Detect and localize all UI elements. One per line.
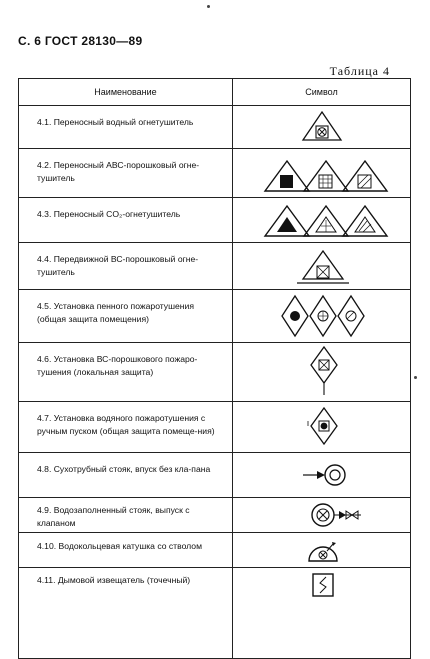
table-row xyxy=(19,343,411,402)
symbols-table xyxy=(18,78,411,659)
symbol-cell xyxy=(233,149,411,198)
foam-extinguishing-installation-icon xyxy=(233,290,411,342)
symbol-cell xyxy=(233,106,411,149)
row-name: 4.7. Установка водяного пожаротушения с ручным пуском (общая защита помеще-ния) xyxy=(19,402,233,453)
symbol-cell xyxy=(233,498,411,533)
row-name: 4.11. Дымовой извещатель (точечный) xyxy=(19,568,233,659)
symbol-cell xyxy=(233,198,411,243)
symbol-cell xyxy=(233,453,411,498)
row-name: 4.1. Переносный водный огнетушитель xyxy=(19,106,233,149)
hose-reel-icon xyxy=(233,533,411,567)
row-name: 4.2. Переносный АВС-порошковый огне-тушитель xyxy=(19,149,233,198)
table-row xyxy=(19,568,411,659)
dry-riser-icon xyxy=(233,453,411,497)
table-row xyxy=(19,402,411,453)
column-header-symbol: Символ xyxy=(233,79,411,106)
column-header-name: Наименование xyxy=(19,79,233,106)
smoke-detector-icon xyxy=(233,568,411,658)
water-manual-installation-icon xyxy=(233,402,411,452)
symbol-cell xyxy=(233,533,411,568)
table-row xyxy=(19,498,411,533)
symbol-cell xyxy=(233,243,411,290)
symbol-cell xyxy=(233,402,411,453)
row-name: 4.6. Установка ВС-порошкового пожаро-тушения (локальная защита) xyxy=(19,343,233,402)
wet-riser-valve-icon xyxy=(233,498,411,532)
bc-powder-local-installation-icon xyxy=(233,343,411,401)
row-name: 4.5. Установка пенного пожаротушения (общая защита помещения) xyxy=(19,290,233,343)
table-row xyxy=(19,243,411,290)
mobile-bc-powder-extinguisher-icon xyxy=(233,243,411,289)
symbol-cell xyxy=(233,568,411,659)
table-caption: Таблица 4 xyxy=(329,64,390,78)
page-header: С. 6 ГОСТ 28130—89 xyxy=(18,34,143,48)
symbol-cell xyxy=(233,343,411,402)
table-row xyxy=(19,106,411,149)
table-row xyxy=(19,533,411,568)
row-name: 4.8. Сухотрубный стояк, впуск без кла-пана xyxy=(19,453,233,498)
portable-abc-powder-extinguisher-icon xyxy=(233,149,411,197)
table-row xyxy=(19,290,411,343)
table-row xyxy=(19,453,411,498)
row-name: 4.3. Переносный CO₂-огнетушитель xyxy=(19,198,233,243)
row-name: 4.10. Водокольцевая катушка со стволом xyxy=(19,533,233,568)
table-row xyxy=(19,198,411,243)
portable-water-extinguisher-icon xyxy=(233,106,411,148)
row-name: 4.4. Передвижной ВС-порошковый огне-тушитель xyxy=(19,243,233,290)
speck xyxy=(414,376,417,379)
row-name: 4.9. Водозаполненный стояк, выпуск с клапаном xyxy=(19,498,233,533)
speck xyxy=(207,5,210,8)
portable-co2-extinguisher-icon xyxy=(233,198,411,242)
table-header-row xyxy=(19,79,411,106)
table-row xyxy=(19,149,411,198)
symbol-cell xyxy=(233,290,411,343)
